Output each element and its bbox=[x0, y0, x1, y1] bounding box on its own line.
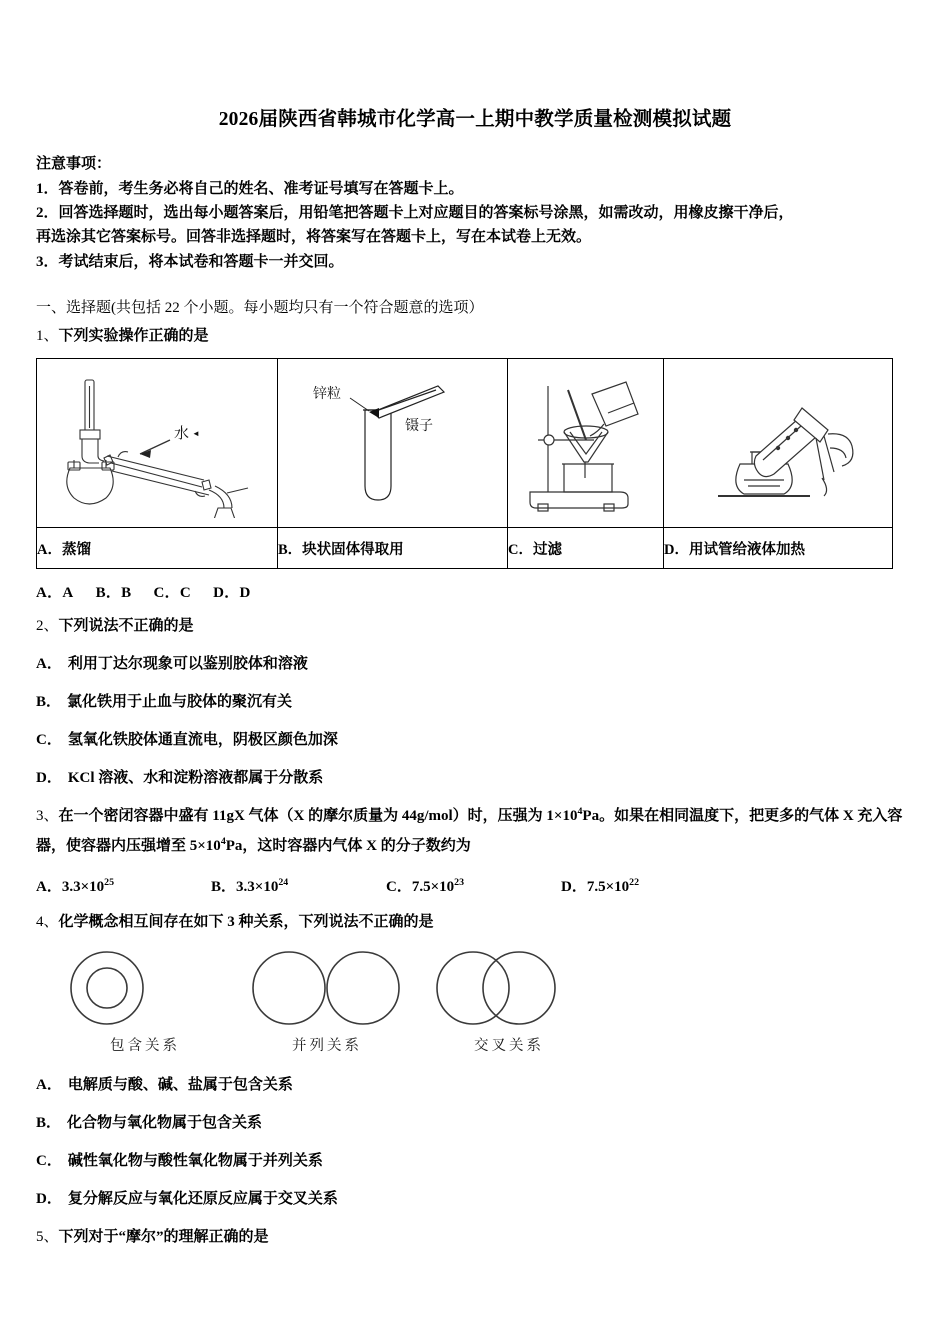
question-3-text-4: Pa，这时容器内气体 X 的分子数约为 bbox=[225, 837, 471, 854]
option-exponent: 24 bbox=[278, 876, 289, 888]
apparatus-table bbox=[36, 358, 893, 569]
figure-cell-distillation bbox=[37, 359, 278, 528]
question-3-exponent-2: 4 bbox=[220, 835, 226, 847]
option-mantissa: 7.5×10 bbox=[586, 878, 630, 895]
question-3-stem bbox=[36, 802, 914, 861]
question-4-option-b[interactable] bbox=[36, 1111, 914, 1135]
option-text: KCl 溶液、水和淀粉溶液都属于分散系 bbox=[67, 770, 324, 787]
caption-cell-a: A．蒸馏 bbox=[37, 528, 278, 569]
question-2-option-a[interactable] bbox=[36, 652, 914, 676]
question-4-option-c[interactable] bbox=[36, 1149, 914, 1173]
question-3-text-2: Pa。如果在相同温度下，把更多的 bbox=[582, 808, 810, 825]
question-3-option-c[interactable] bbox=[386, 875, 561, 896]
question-1-stem bbox=[36, 324, 914, 348]
relation-diagrams bbox=[54, 948, 914, 1055]
option-exponent: 23 bbox=[454, 876, 465, 888]
intersection-relation-diagram bbox=[418, 948, 600, 1028]
option-mantissa: 7.5×10 bbox=[411, 878, 455, 895]
distillation-apparatus-icon bbox=[37, 359, 277, 527]
choice-a[interactable]: A．A bbox=[36, 585, 74, 602]
heating-test-tube-svg bbox=[678, 368, 878, 518]
question-2-stem bbox=[36, 614, 914, 638]
option-text: 复分解反应与氧化还原反应属于交叉关系 bbox=[67, 1191, 338, 1208]
notice-item: 2．回答选择题时，选出每小题答案后，用铅笔把答题卡上对应题目的答案标号涂黑，如需改动，用橡皮擦干净后， bbox=[36, 204, 794, 221]
question-5-number: 5、 bbox=[36, 1229, 59, 1246]
containment-relation-diagram bbox=[54, 948, 236, 1028]
question-3-text-3: 气体 X 充入容器，使容器内压强增至 5×10 bbox=[36, 808, 903, 854]
option-label: A． bbox=[36, 1077, 62, 1094]
question-3-exponent-1: 4 bbox=[577, 806, 583, 818]
choice-c[interactable]: C．C bbox=[153, 585, 192, 602]
option-label: A． bbox=[36, 878, 62, 895]
relation-caption: 交叉关系 bbox=[474, 1038, 544, 1055]
relation-caption: 包含关系 bbox=[110, 1038, 180, 1055]
notice-heading: 注意事项： bbox=[36, 156, 112, 173]
question-1-choices bbox=[36, 581, 914, 602]
option-text: 氯化铁用于止血与胶体的聚沉有关 bbox=[67, 694, 293, 711]
intersection-circles-svg bbox=[419, 948, 599, 1028]
question-3-number: 3、 bbox=[36, 808, 59, 825]
caption-cell-b: B．块状固体得取用 bbox=[278, 528, 508, 569]
relation-item-containment bbox=[54, 948, 236, 1055]
option-label: C． bbox=[386, 878, 412, 895]
question-4-option-d[interactable] bbox=[36, 1187, 914, 1211]
question-4-stem bbox=[36, 910, 914, 934]
option-label: A． bbox=[36, 656, 62, 673]
relation-item-intersection bbox=[418, 948, 600, 1055]
caption-cell-d: D．用试管给液体加热 bbox=[664, 528, 893, 569]
option-exponent: 22 bbox=[629, 876, 640, 888]
question-2-option-c[interactable] bbox=[36, 728, 914, 752]
water-label: 水 bbox=[174, 425, 190, 443]
filtration-setup-svg bbox=[516, 368, 656, 518]
question-3-options bbox=[36, 875, 914, 896]
option-label: D． bbox=[36, 1191, 62, 1208]
question-4-number: 4、 bbox=[36, 913, 59, 930]
option-text: 化合物与氧化物属于包含关系 bbox=[67, 1115, 263, 1132]
option-text: 电解质与酸、碱、盐属于包含关系 bbox=[67, 1077, 293, 1094]
relation-item-parallel bbox=[236, 948, 418, 1055]
tweezers-label: 镊子 bbox=[404, 417, 433, 434]
figure-cell-filtration bbox=[508, 359, 664, 528]
parallel-circles-svg bbox=[237, 948, 417, 1028]
notice-item: 再选涂其它答案标号。回答非选择题时，将答案写在答题卡上，写在本试卷上无效。 bbox=[36, 229, 592, 246]
option-mantissa: 3.3×10 bbox=[236, 878, 279, 895]
question-3-option-a[interactable] bbox=[36, 875, 211, 896]
option-label: B． bbox=[211, 878, 237, 895]
option-label: B． bbox=[36, 1115, 62, 1132]
distillation-apparatus-svg bbox=[52, 368, 262, 518]
option-label: C． bbox=[36, 1153, 62, 1170]
caption-cell-c: C．过滤 bbox=[508, 528, 664, 569]
question-3-text-1: 在一个密闭容器中盛有 11gX 气体（X 的摩尔质量为 44g/mol）时，压强为 1×10 bbox=[58, 808, 578, 825]
svg-text:◄: ◄ bbox=[192, 429, 200, 439]
question-2-number: 2、 bbox=[36, 618, 59, 635]
table-row-figures bbox=[37, 359, 893, 528]
option-label: B． bbox=[36, 694, 62, 711]
choice-b[interactable]: B．B bbox=[95, 585, 132, 602]
notice-item: 1．答卷前，考生务必将自己的姓名、准考证号填写在答题卡上。 bbox=[36, 180, 464, 197]
zinc-granule-label: 锌粒 bbox=[312, 385, 341, 402]
question-4-text: 化学概念相互间存在如下 3 种关系，下列说法不正确的是 bbox=[58, 913, 434, 930]
option-text: 利用丁达尔现象可以鉴别胶体和溶液 bbox=[67, 656, 308, 673]
question-1-text: 下列实验操作正确的是 bbox=[58, 327, 209, 344]
filtration-setup-icon bbox=[508, 359, 663, 527]
containment-circles-svg bbox=[55, 948, 235, 1028]
heating-test-tube-icon bbox=[664, 359, 892, 527]
table-row-captions bbox=[37, 528, 893, 569]
question-2-text: 下列说法不正确的是 bbox=[58, 618, 194, 635]
relation-caption: 并列关系 bbox=[292, 1038, 362, 1055]
notice-item: 3．考试结束后，将本试卷和答题卡一并交回。 bbox=[36, 253, 344, 270]
option-text: 氢氧化铁胶体通直流电，阴极区颜色加深 bbox=[67, 732, 338, 749]
option-text: 碱性氧化物与酸性氧化物属于并列关系 bbox=[67, 1153, 323, 1170]
option-mantissa: 3.3×10 bbox=[61, 878, 105, 895]
question-2-option-b[interactable] bbox=[36, 690, 914, 714]
question-1-number: 1、 bbox=[36, 327, 59, 344]
test-tube-tweezers-icon bbox=[278, 359, 507, 527]
figure-cell-test-tube bbox=[278, 359, 508, 528]
question-5-stem bbox=[36, 1225, 914, 1249]
option-label: D． bbox=[36, 770, 62, 787]
section-heading: 一、选择题(共包括 22 个小题。每小题均只有一个符合题意的选项） bbox=[36, 299, 484, 316]
option-exponent: 25 bbox=[104, 876, 115, 888]
question-5-text: 下列对于“摩尔”的理解正确的是 bbox=[58, 1229, 269, 1246]
page-title: 2026届陕西省韩城市化学高一上期中教学质量检测模拟试题 bbox=[218, 109, 732, 130]
question-3-option-b[interactable] bbox=[211, 875, 386, 896]
option-label: D． bbox=[561, 878, 587, 895]
test-tube-tweezers-svg bbox=[293, 368, 493, 518]
option-label: C． bbox=[36, 732, 62, 749]
question-3-option-d[interactable] bbox=[561, 875, 736, 896]
choice-d[interactable]: D．D bbox=[213, 585, 251, 602]
question-4-option-a[interactable] bbox=[36, 1073, 914, 1097]
figure-cell-heating bbox=[664, 359, 893, 528]
parallel-relation-diagram bbox=[236, 948, 418, 1028]
question-2-option-d[interactable] bbox=[36, 766, 914, 790]
